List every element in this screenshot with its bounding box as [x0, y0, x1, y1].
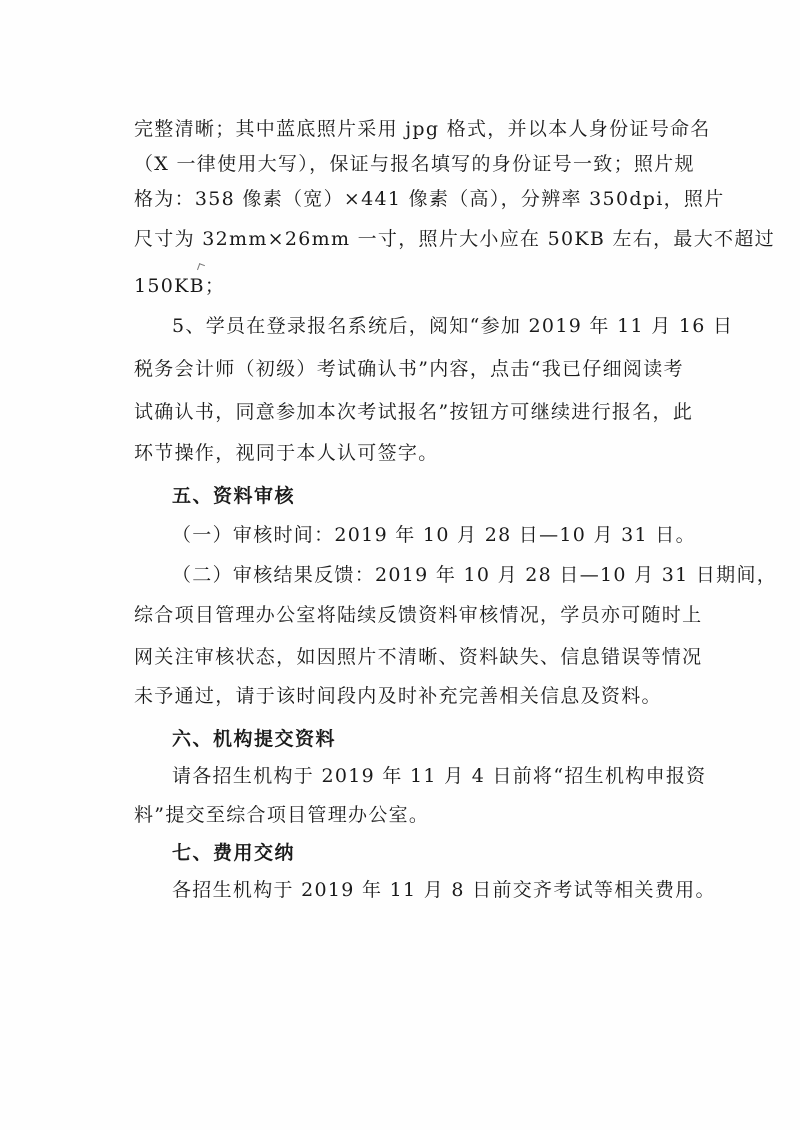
body-line: 料”提交至综合项目管理办公室。: [134, 804, 430, 826]
body-line: 各招生机构于 2019 年 11 月 8 日前交齐考试等相关费用。: [172, 879, 716, 901]
body-line: （一）审核时间：2019 年 10 月 28 日—10 月 31 日。: [172, 524, 696, 546]
section-heading: 六、机构提交资料: [172, 728, 337, 750]
section-heading: 五、资料审核: [172, 485, 296, 507]
body-line: （X 一律使用大写），保证与报名填写的身份证号一致；照片规: [134, 153, 695, 175]
body-line: 试确认书，同意参加本次考试报名”按钮方可继续进行报名，此: [134, 401, 694, 423]
body-line: 网关注审核状态，如因照片不清晰、资料缺失、信息错误等情况: [134, 646, 703, 668]
body-line: （二）审核结果反馈：2019 年 10 月 28 日—10 月 31 日期间，: [172, 564, 778, 586]
body-line: 150KB；: [134, 275, 226, 297]
body-line: 尺寸为 32mm×26mm 一寸，照片大小应在 50KB 左右，最大不超过: [134, 228, 775, 250]
body-line: 5、学员在登录报名系统后，阅知“参加 2019 年 11 月 16 日: [172, 315, 734, 337]
section-heading: 七、费用交纳: [172, 842, 296, 864]
body-line: 税务会计师（初级）考试确认书”内容，点击“我已仔细阅读考: [134, 358, 684, 380]
body-line: 环节操作，视同于本人认可签字。: [134, 442, 439, 464]
body-line: 格为：358 像素（宽）×441 像素（高），分辨率 350dpi，照片: [134, 188, 725, 210]
body-line: 完整清晰；其中蓝底照片采用 jpg 格式，并以本人身份证号命名: [134, 118, 711, 140]
body-line: 请各招生机构于 2019 年 11 月 4 日前将“招生机构申报资: [172, 765, 707, 787]
body-line: 未予通过，请于该时间段内及时补充完善相关信息及资料。: [134, 685, 662, 707]
pen-mark-icon: [197, 263, 205, 272]
body-line: 综合项目管理办公室将陆续反馈资料审核情况，学员亦可随时上: [134, 604, 703, 626]
